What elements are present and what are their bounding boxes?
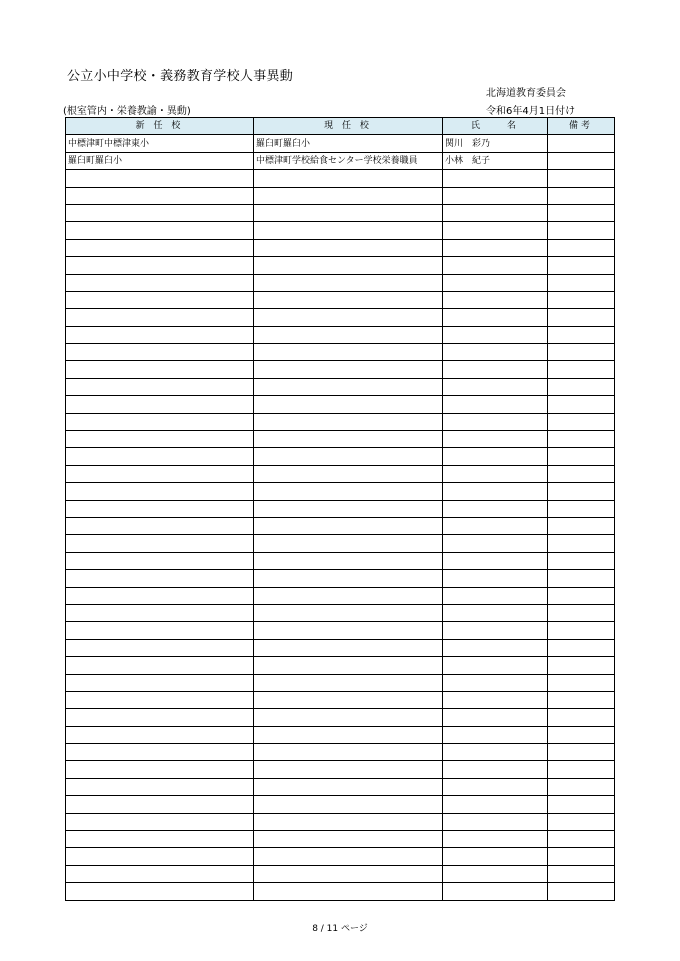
cell-name — [443, 344, 548, 361]
cell-remarks — [548, 570, 615, 587]
cell-name: 関川 彩乃 — [443, 135, 548, 152]
cell-current-school — [254, 552, 443, 569]
cell-new-school — [66, 639, 254, 656]
cell-name — [443, 431, 548, 448]
cell-current-school — [254, 500, 443, 517]
table-row-empty — [66, 726, 615, 743]
table-row-empty — [66, 483, 615, 500]
cell-new-school — [66, 691, 254, 708]
header-row — [66, 118, 615, 135]
cell-name — [443, 309, 548, 326]
cell-new-school — [66, 187, 254, 204]
cell-current-school: 羅臼町羅臼小 — [254, 135, 443, 152]
cell-current-school — [254, 204, 443, 221]
cell-current-school — [254, 431, 443, 448]
cell-remarks — [548, 709, 615, 726]
page-number: 8 / 11 ページ — [312, 924, 368, 934]
cell-remarks — [548, 761, 615, 778]
cell-current-school — [254, 344, 443, 361]
cell-new-school — [66, 813, 254, 830]
cell-remarks — [548, 239, 615, 256]
table-row-empty — [66, 274, 615, 291]
col-header-new-school: 新 任 校 — [66, 118, 254, 135]
cell-remarks — [548, 604, 615, 621]
cell-name — [443, 465, 548, 482]
cell-remarks — [548, 152, 615, 169]
cell-name — [443, 500, 548, 517]
table-row-empty — [66, 500, 615, 517]
table-row-empty — [66, 413, 615, 430]
table-row-empty — [66, 291, 615, 308]
cell-name — [443, 274, 548, 291]
cell-name — [443, 796, 548, 813]
table-row-empty — [66, 761, 615, 778]
cell-remarks — [548, 500, 615, 517]
cell-new-school — [66, 361, 254, 378]
cell-new-school — [66, 378, 254, 395]
cell-current-school — [254, 378, 443, 395]
cell-current-school — [254, 709, 443, 726]
cell-current-school — [254, 639, 443, 656]
cell-current-school — [254, 274, 443, 291]
cell-name — [443, 257, 548, 274]
table-row-empty — [66, 187, 615, 204]
cell-current-school — [254, 448, 443, 465]
table-row-empty — [66, 796, 615, 813]
issuer: 北海道教育委員会 — [486, 88, 566, 99]
cell-remarks — [548, 378, 615, 395]
cell-name — [443, 761, 548, 778]
cell-current-school — [254, 744, 443, 761]
cell-current-school — [254, 761, 443, 778]
cell-remarks — [548, 535, 615, 552]
cell-remarks — [548, 465, 615, 482]
cell-remarks — [548, 448, 615, 465]
table-row-empty — [66, 396, 615, 413]
cell-new-school — [66, 831, 254, 848]
table-row-empty — [66, 674, 615, 691]
cell-name — [443, 361, 548, 378]
table-row-empty — [66, 848, 615, 865]
table-row-empty — [66, 587, 615, 604]
cell-name — [443, 778, 548, 795]
cell-remarks — [548, 744, 615, 761]
col-header-remarks: 備考 — [548, 118, 615, 135]
cell-name — [443, 883, 548, 900]
cell-remarks — [548, 587, 615, 604]
cell-current-school — [254, 239, 443, 256]
col-header-current-school: 現 任 校 — [254, 118, 443, 135]
cell-name — [443, 709, 548, 726]
table-row-empty — [66, 465, 615, 482]
effective-date: 令和6年4月1日付け — [486, 106, 576, 117]
cell-name — [443, 413, 548, 430]
cell-name — [443, 657, 548, 674]
cell-remarks — [548, 187, 615, 204]
cell-current-school — [254, 691, 443, 708]
table-row-empty — [66, 204, 615, 221]
cell-name — [443, 222, 548, 239]
cell-current-school — [254, 778, 443, 795]
cell-name — [443, 187, 548, 204]
cell-new-school — [66, 674, 254, 691]
cell-current-school — [254, 413, 443, 430]
cell-new-school — [66, 344, 254, 361]
cell-current-school — [254, 831, 443, 848]
table-row-empty — [66, 552, 615, 569]
table-row — [66, 135, 615, 152]
cell-new-school — [66, 413, 254, 430]
table-row — [66, 152, 615, 169]
cell-remarks — [548, 483, 615, 500]
cell-new-school — [66, 761, 254, 778]
cell-current-school — [254, 587, 443, 604]
cell-current-school — [254, 222, 443, 239]
cell-name: 小林 紀子 — [443, 152, 548, 169]
cell-remarks — [548, 274, 615, 291]
personnel-table — [65, 117, 615, 901]
table-row-empty — [66, 744, 615, 761]
table-row-empty — [66, 604, 615, 621]
table-row-empty — [66, 448, 615, 465]
cell-current-school — [254, 848, 443, 865]
table-row-empty — [66, 883, 615, 900]
table-body — [66, 135, 615, 900]
cell-current-school: 中標津町学校給食センター学校栄養職員 — [254, 152, 443, 169]
cell-new-school — [66, 778, 254, 795]
cell-new-school — [66, 291, 254, 308]
cell-current-school — [254, 813, 443, 830]
cell-name — [443, 570, 548, 587]
cell-remarks — [548, 413, 615, 430]
cell-current-school — [254, 517, 443, 534]
table-row-empty — [66, 378, 615, 395]
cell-new-school — [66, 587, 254, 604]
cell-new-school — [66, 744, 254, 761]
cell-remarks — [548, 778, 615, 795]
cell-current-school — [254, 604, 443, 621]
table-header — [66, 118, 615, 135]
cell-new-school — [66, 604, 254, 621]
cell-new-school — [66, 552, 254, 569]
cell-name — [443, 378, 548, 395]
cell-new-school — [66, 883, 254, 900]
cell-name — [443, 587, 548, 604]
cell-current-school — [254, 726, 443, 743]
cell-new-school — [66, 865, 254, 882]
cell-name — [443, 483, 548, 500]
cell-current-school — [254, 657, 443, 674]
cell-current-school — [254, 257, 443, 274]
cell-new-school — [66, 396, 254, 413]
cell-new-school — [66, 517, 254, 534]
table-row-empty — [66, 257, 615, 274]
cell-name — [443, 396, 548, 413]
table-row-empty — [66, 361, 615, 378]
cell-remarks — [548, 883, 615, 900]
cell-current-school — [254, 465, 443, 482]
cell-remarks — [548, 517, 615, 534]
cell-current-school — [254, 865, 443, 882]
cell-new-school — [66, 465, 254, 482]
cell-remarks — [548, 796, 615, 813]
cell-remarks — [548, 813, 615, 830]
cell-current-school — [254, 361, 443, 378]
table-row-empty — [66, 639, 615, 656]
table-row-empty — [66, 170, 615, 187]
cell-new-school: 羅臼町羅臼小 — [66, 152, 254, 169]
cell-name — [443, 552, 548, 569]
table-row-empty — [66, 622, 615, 639]
cell-new-school — [66, 257, 254, 274]
cell-name — [443, 831, 548, 848]
cell-name — [443, 639, 548, 656]
cell-new-school — [66, 535, 254, 552]
cell-name — [443, 535, 548, 552]
cell-remarks — [548, 309, 615, 326]
cell-new-school — [66, 170, 254, 187]
cell-new-school — [66, 709, 254, 726]
table-row-empty — [66, 570, 615, 587]
document-title: 公立小中学校・義務教育学校人事異動 — [67, 69, 294, 84]
cell-new-school — [66, 326, 254, 343]
cell-current-school — [254, 883, 443, 900]
cell-name — [443, 726, 548, 743]
cell-new-school — [66, 570, 254, 587]
table-row-empty — [66, 344, 615, 361]
cell-remarks — [548, 622, 615, 639]
cell-remarks — [548, 431, 615, 448]
cell-remarks — [548, 222, 615, 239]
cell-remarks — [548, 326, 615, 343]
table-row-empty — [66, 778, 615, 795]
cell-new-school — [66, 448, 254, 465]
cell-remarks — [548, 396, 615, 413]
cell-new-school — [66, 622, 254, 639]
cell-name — [443, 326, 548, 343]
cell-new-school — [66, 796, 254, 813]
cell-current-school — [254, 187, 443, 204]
cell-remarks — [548, 691, 615, 708]
cell-current-school — [254, 170, 443, 187]
table-row-empty — [66, 657, 615, 674]
table-row-empty — [66, 691, 615, 708]
table-row-empty — [66, 517, 615, 534]
cell-remarks — [548, 865, 615, 882]
cell-remarks — [548, 639, 615, 656]
cell-name — [443, 674, 548, 691]
cell-current-school — [254, 622, 443, 639]
cell-name — [443, 865, 548, 882]
cell-new-school — [66, 657, 254, 674]
table-row-empty — [66, 831, 615, 848]
cell-new-school — [66, 309, 254, 326]
cell-remarks — [548, 204, 615, 221]
cell-current-school — [254, 309, 443, 326]
table-row-empty — [66, 709, 615, 726]
cell-remarks — [548, 726, 615, 743]
cell-name — [443, 691, 548, 708]
cell-remarks — [548, 831, 615, 848]
cell-current-school — [254, 796, 443, 813]
cell-name — [443, 204, 548, 221]
cell-current-school — [254, 535, 443, 552]
cell-name — [443, 291, 548, 308]
cell-new-school — [66, 500, 254, 517]
document-subtitle: (根室管内・栄養教諭・異動) — [63, 106, 191, 117]
cell-name — [443, 622, 548, 639]
cell-name — [443, 170, 548, 187]
cell-name — [443, 517, 548, 534]
cell-name — [443, 448, 548, 465]
cell-new-school — [66, 431, 254, 448]
cell-new-school — [66, 274, 254, 291]
cell-current-school — [254, 483, 443, 500]
cell-remarks — [548, 848, 615, 865]
cell-remarks — [548, 257, 615, 274]
cell-new-school: 中標津町中標津東小 — [66, 135, 254, 152]
cell-current-school — [254, 396, 443, 413]
cell-new-school — [66, 483, 254, 500]
table-row-empty — [66, 431, 615, 448]
cell-remarks — [548, 361, 615, 378]
cell-remarks — [548, 135, 615, 152]
cell-new-school — [66, 204, 254, 221]
cell-name — [443, 239, 548, 256]
cell-remarks — [548, 657, 615, 674]
cell-current-school — [254, 326, 443, 343]
cell-current-school — [254, 291, 443, 308]
cell-remarks — [548, 344, 615, 361]
cell-current-school — [254, 570, 443, 587]
table-row-empty — [66, 239, 615, 256]
table-row-empty — [66, 222, 615, 239]
cell-current-school — [254, 674, 443, 691]
cell-name — [443, 813, 548, 830]
cell-name — [443, 744, 548, 761]
table-row-empty — [66, 865, 615, 882]
cell-remarks — [548, 291, 615, 308]
cell-new-school — [66, 222, 254, 239]
table-row-empty — [66, 813, 615, 830]
cell-remarks — [548, 552, 615, 569]
cell-remarks — [548, 674, 615, 691]
table-row-empty — [66, 326, 615, 343]
cell-new-school — [66, 848, 254, 865]
table-row-empty — [66, 309, 615, 326]
cell-new-school — [66, 726, 254, 743]
cell-new-school — [66, 239, 254, 256]
cell-name — [443, 604, 548, 621]
cell-name — [443, 848, 548, 865]
table-row-empty — [66, 535, 615, 552]
col-header-name: 氏 名 — [443, 118, 548, 135]
cell-remarks — [548, 170, 615, 187]
